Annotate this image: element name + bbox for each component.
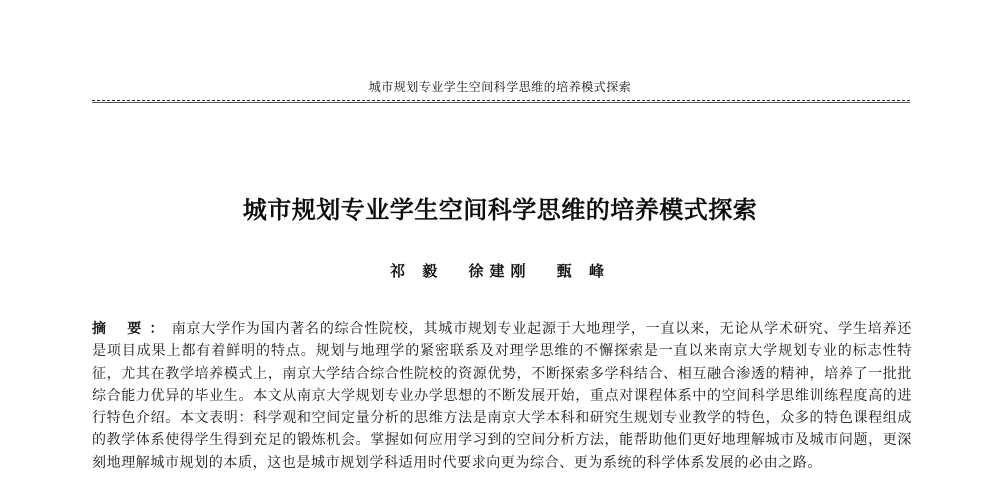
author-name: 甄 峰 [556,262,610,280]
abstract-block [92,318,912,474]
paper-title: 城市规划专业学生空间科学思维的培养模式探索 [242,196,758,224]
header-rule [92,100,910,101]
author-name: 徐建刚 [468,262,532,280]
author-list [0,260,1000,281]
abstract-label: 摘 要： [92,321,172,337]
running-header: 城市规划专业学生空间科学思维的培养模式探索 [368,80,632,94]
abstract-text: 南京大学作为国内著名的综合性院校，其城市规划专业起源于大地理学，一直以来，无论从学术研究、学生培养还是项目成果上都有着鲜明的特点。规划与地理学的紧密联系及对理学思维的不懈探索是一直以来南京大学规划专业的标志性特征，尤其在教学培养模式上，南京大学结合综合性院校的资源优势，不断探索多学科结合、相互融合渗透的精神，培养了一批批综合能力优异的毕业生。本文从南京大学规划专业办学思想的不断发展开始，重点对课程体系中的空间科学思维训练程度高的进行特色介绍。本文表明：科学观和空间定量分析的思维方法是南京大学本科和研究生规划专业教学的特色，众多的特色课程组成的教学体系使得学生得到充足的锻炼机会。掌握如何应用学习到的空间分析方法，能帮助他们更好地理解城市及城市问题，更深刻地理解城市规划的本质，这也是城市规划学科适用时代要求向更为综合、更为系统的科学体系发展的必由之路。 [92,321,913,471]
header-rule-secondary [92,102,910,103]
author-name: 祁 毅 [390,262,444,280]
